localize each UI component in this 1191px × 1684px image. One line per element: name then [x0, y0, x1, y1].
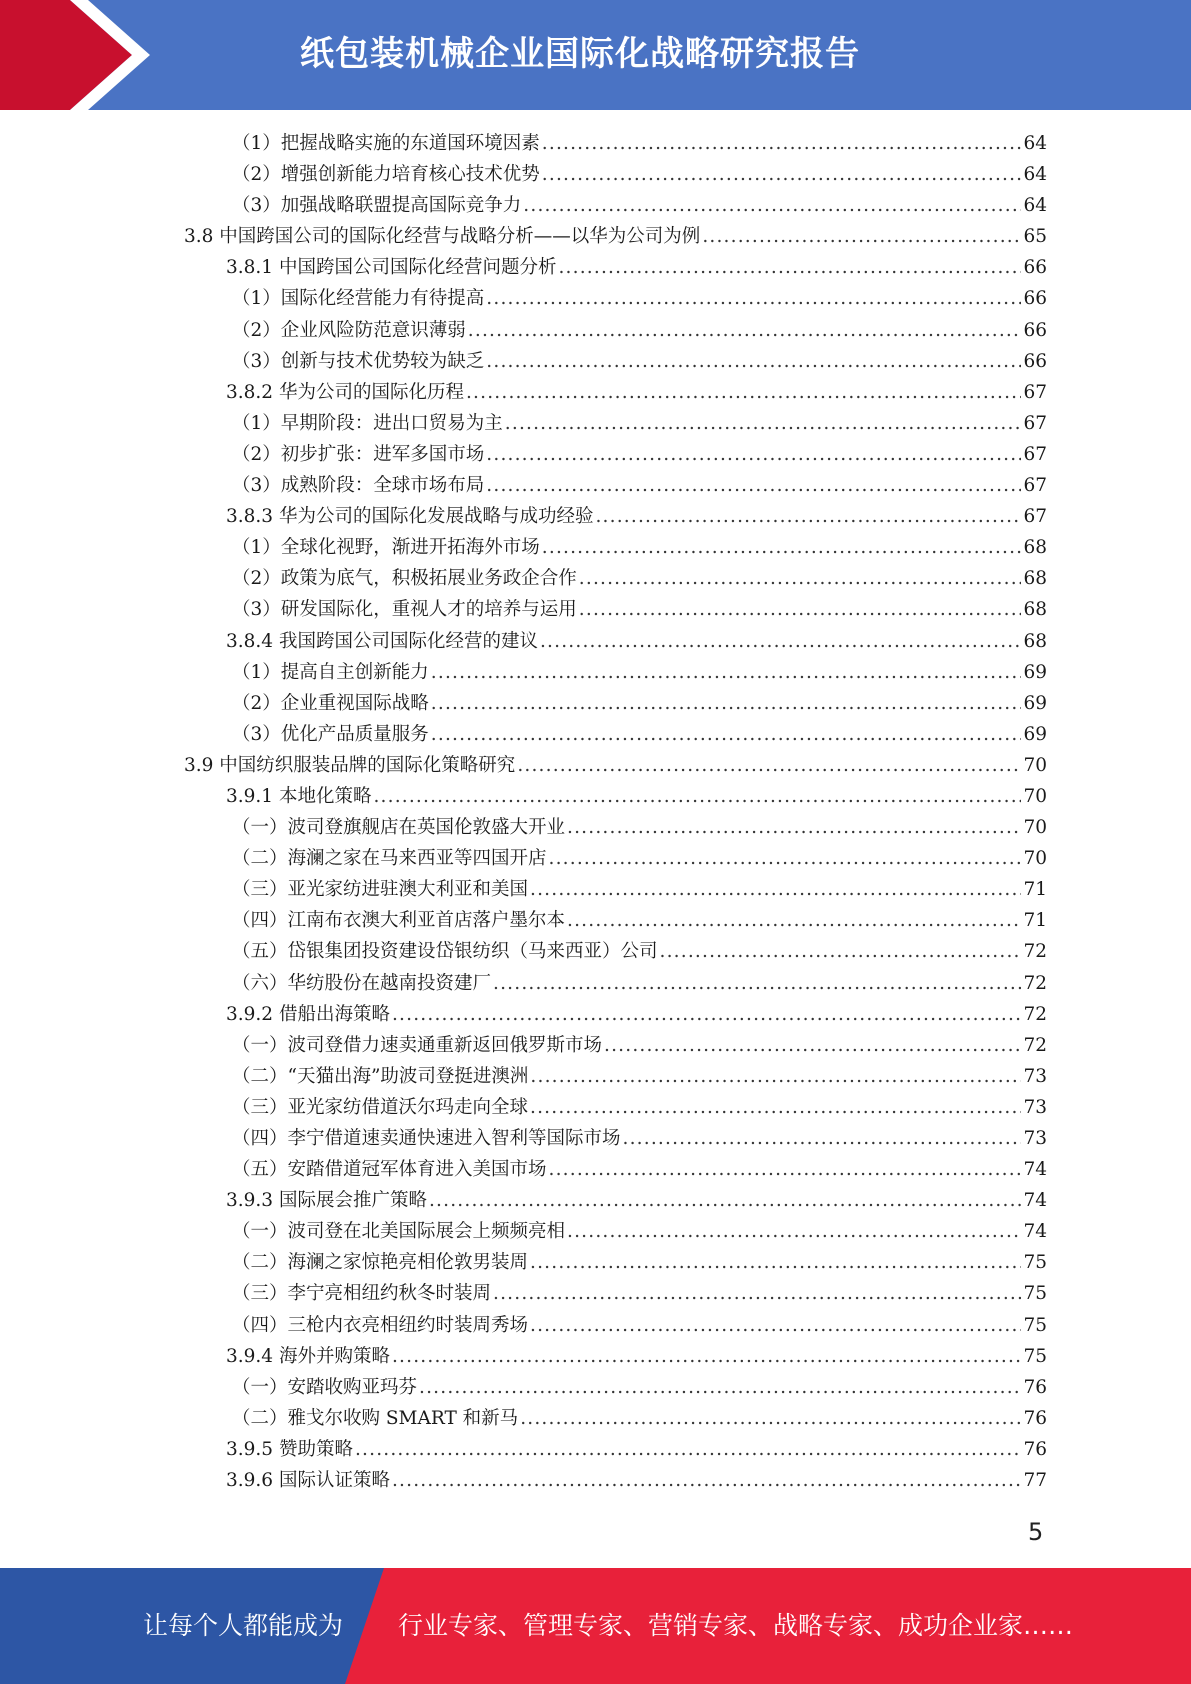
toc-dot-leader [493, 1278, 1021, 1309]
toc-dot-leader [373, 781, 1021, 812]
toc-entry-page: 68 [1023, 599, 1047, 621]
toc-entry[interactable] [0, 439, 1191, 470]
toc-entry-title: （一）波司登借力速卖通重新返回俄罗斯市场 [232, 1034, 603, 1056]
toc-entry-title: （1）把握战略实施的东道国环境因素 [232, 133, 540, 154]
toc-entry-page: 64 [1023, 164, 1047, 186]
toc-dot-leader [660, 936, 1022, 967]
toc-dot-leader [530, 1092, 1021, 1123]
toc-entry[interactable] [0, 1372, 1191, 1403]
toc-entry[interactable] [0, 1092, 1191, 1123]
toc-entry[interactable] [0, 501, 1191, 532]
toc-entry[interactable] [0, 1434, 1191, 1465]
toc-entry[interactable] [0, 781, 1191, 812]
toc-entry-title: （1）提高自主创新能力 [232, 661, 429, 683]
toc-dot-leader [542, 532, 1022, 563]
toc-entry-page: 64 [1023, 133, 1047, 154]
toc-dot-leader [530, 1247, 1021, 1278]
toc-entry[interactable] [0, 1341, 1191, 1372]
toc-dot-leader [540, 626, 1021, 657]
toc-entry-page: 68 [1023, 630, 1047, 652]
toc-entry-title: （2）初步扩张：进军多国市场 [232, 443, 485, 465]
toc-entry[interactable] [0, 812, 1191, 843]
toc-entry[interactable] [0, 719, 1191, 750]
toc-dot-leader [520, 1403, 1021, 1434]
toc-entry-title: （三）亚光家纺借道沃尔玛走向全球 [232, 1096, 529, 1118]
toc-entry-title: （3）优化产品质量服务 [232, 723, 429, 745]
toc-entry-page: 66 [1023, 350, 1047, 372]
toc-entry-page: 75 [1023, 1252, 1047, 1274]
toc-entry-page: 74 [1023, 1190, 1047, 1212]
toc-dot-leader [567, 812, 1021, 843]
toc-entry-title: （2）企业风险防范意识薄弱 [232, 319, 466, 341]
toc-entry-page: 74 [1023, 1159, 1047, 1181]
toc-entry[interactable] [0, 252, 1191, 283]
toc-dot-leader [486, 439, 1021, 470]
toc-dot-leader [493, 968, 1021, 999]
toc-entry[interactable] [0, 532, 1191, 563]
toc-entry-page: 66 [1023, 257, 1047, 279]
toc-entry-page: 70 [1023, 785, 1047, 807]
toc-entry[interactable] [0, 408, 1191, 439]
toc-dot-leader [604, 1030, 1021, 1061]
toc-dot-leader [392, 999, 1021, 1030]
toc-dot-leader [517, 750, 1021, 781]
page-footer [0, 1568, 1191, 1684]
toc-entry-page: 69 [1023, 723, 1047, 745]
page-number: 5 [1028, 1518, 1044, 1546]
toc-dot-leader [530, 1061, 1021, 1092]
toc-entry[interactable] [0, 594, 1191, 625]
toc-entry-page: 67 [1023, 412, 1047, 434]
toc-entry[interactable] [0, 221, 1191, 252]
toc-dot-leader [392, 1341, 1021, 1372]
toc-entry-title: 3.9.3 国际展会推广策略 [226, 1190, 427, 1212]
toc-dot-leader [466, 377, 1021, 408]
toc-entry-page: 76 [1023, 1438, 1047, 1460]
toc-entry-page: 69 [1023, 692, 1047, 714]
toc-entry[interactable] [0, 1465, 1191, 1496]
toc-entry-title: 3.9.2 借船出海策略 [226, 1003, 390, 1025]
toc-entry-title: （一）安踏收购亚玛芬 [232, 1376, 418, 1398]
toc-entry-title: （二）雅戈尔收购 SMART 和新马 [232, 1407, 519, 1429]
toc-entry-title: 3.9.5 赞助策略 [226, 1438, 353, 1460]
toc-dot-leader [486, 283, 1021, 314]
toc-dot-leader [702, 221, 1021, 252]
toc-entry-title: 3.9.6 国际认证策略 [226, 1470, 390, 1492]
toc-dot-leader [429, 1185, 1021, 1216]
toc-entry-title: 3.9.1 本地化策略 [226, 785, 372, 807]
toc-dot-leader [355, 1434, 1022, 1465]
toc-dot-leader [468, 315, 1022, 346]
toc-entry-title: （四）三枪内衣亮相纽约时装周秀场 [232, 1314, 529, 1336]
toc-entry-title: 3.9.4 海外并购策略 [226, 1345, 390, 1367]
toc-entry-title: （3）研发国际化，重视人才的培养与运用 [232, 599, 577, 621]
toc-entry[interactable] [0, 377, 1191, 408]
toc-entry-page: 72 [1023, 941, 1047, 963]
toc-entry-page: 76 [1023, 1376, 1047, 1398]
toc-entry-page: 76 [1023, 1407, 1047, 1429]
toc-entry-page: 70 [1023, 817, 1047, 839]
toc-entry-page: 66 [1023, 288, 1047, 310]
toc-entry-page: 75 [1023, 1283, 1047, 1305]
toc-entry-title: （2）增强创新能力培育核心技术优势 [232, 164, 540, 186]
toc-dot-leader [431, 719, 1022, 750]
toc-entry-title: （2）企业重视国际战略 [232, 692, 429, 714]
toc-entry-page: 72 [1023, 1003, 1047, 1025]
toc-entry[interactable] [0, 190, 1191, 221]
table-of-contents [0, 128, 1191, 1496]
toc-entry-title: （一）波司登旗舰店在英国伦敦盛大开业 [232, 817, 566, 839]
toc-entry-title: 3.8.4 我国跨国公司国际化经营的建议 [226, 630, 538, 652]
toc-entry-title: （二）“天猫出海”助波司登挺进澳洲 [232, 1065, 529, 1087]
toc-entry-title: （1）全球化视野，渐进开拓海外市场 [232, 537, 540, 559]
toc-entry-page: 75 [1023, 1345, 1047, 1367]
toc-dot-leader [486, 346, 1021, 377]
toc-dot-leader [431, 657, 1022, 688]
toc-entry-title: 3.8.1 中国跨国公司国际化经营问题分析 [226, 257, 557, 279]
toc-entry-page: 64 [1023, 195, 1047, 217]
toc-entry-page: 68 [1023, 537, 1047, 559]
toc-entry-page: 71 [1023, 879, 1047, 901]
toc-dot-leader [530, 874, 1021, 905]
toc-dot-leader [579, 594, 1022, 625]
toc-dot-leader [558, 252, 1021, 283]
toc-entry-page: 69 [1023, 661, 1047, 683]
toc-dot-leader [542, 128, 1022, 159]
toc-entry-page: 73 [1023, 1096, 1047, 1118]
toc-entry[interactable] [0, 626, 1191, 657]
toc-entry-title: （三）李宁亮相纽约秋冬时装周 [232, 1283, 492, 1305]
toc-entry-title: （1）国际化经营能力有待提高 [232, 288, 485, 310]
toc-entry-page: 65 [1023, 226, 1047, 248]
toc-entry[interactable] [0, 1310, 1191, 1341]
toc-entry[interactable] [0, 1216, 1191, 1247]
toc-dot-leader [431, 688, 1022, 719]
toc-dot-leader [549, 1154, 1022, 1185]
toc-entry-title: （3）加强战略联盟提高国际竞争力 [232, 195, 522, 217]
toc-entry[interactable] [0, 1185, 1191, 1216]
toc-entry-page: 73 [1023, 1065, 1047, 1087]
toc-entry[interactable] [0, 283, 1191, 314]
toc-entry[interactable] [0, 315, 1191, 346]
toc-entry-page: 72 [1023, 972, 1047, 994]
toc-entry[interactable] [0, 563, 1191, 594]
toc-entry[interactable] [0, 1061, 1191, 1092]
toc-entry-title: 3.8 中国跨国公司的国际化经营与战略分析——以华为公司为例 [184, 226, 701, 248]
toc-entry[interactable] [0, 470, 1191, 501]
toc-entry-title: （1）早期阶段：进出口贸易为主 [232, 412, 503, 434]
toc-entry-page: 72 [1023, 1034, 1047, 1056]
toc-entry-page: 67 [1023, 443, 1047, 465]
toc-entry-page: 70 [1023, 848, 1047, 870]
toc-entry-title: 3.8.2 华为公司的国际化历程 [226, 381, 464, 403]
toc-entry[interactable] [0, 128, 1191, 159]
toc-entry-title: （2）政策为底气，积极拓展业务政企合作 [232, 568, 577, 590]
toc-entry[interactable] [0, 874, 1191, 905]
toc-entry[interactable] [0, 750, 1191, 781]
toc-entry-title: 3.8.3 华为公司的国际化发展战略与成功经验 [226, 506, 594, 528]
toc-dot-leader [530, 1310, 1021, 1341]
toc-dot-leader [542, 159, 1022, 190]
footer-slogan-left: 让每个人都能成为 [143, 1611, 344, 1640]
toc-entry[interactable] [0, 346, 1191, 377]
toc-entry[interactable] [0, 657, 1191, 688]
toc-entry-title: （四）李宁借道速卖通快速进入智利等国际市场 [232, 1128, 621, 1149]
toc-entry[interactable] [0, 1030, 1191, 1061]
toc-entry-title: （六）华纺股份在越南投资建厂 [232, 972, 492, 994]
toc-dot-leader [505, 408, 1022, 439]
toc-dot-leader [523, 190, 1021, 221]
toc-entry[interactable] [0, 936, 1191, 967]
toc-entry-page: 75 [1023, 1314, 1047, 1336]
toc-dot-leader [567, 1216, 1021, 1247]
footer-slogan-right: 行业专家、管理专家、营销专家、战略专家、成功企业家…… [398, 1611, 1074, 1640]
toc-entry-page: 71 [1023, 910, 1047, 932]
toc-entry[interactable] [0, 905, 1191, 936]
toc-entry-page: 67 [1023, 506, 1047, 528]
toc-dot-leader [419, 1372, 1021, 1403]
toc-dot-leader [579, 563, 1022, 594]
toc-entry-page: 77 [1023, 1470, 1047, 1492]
toc-dot-leader [486, 470, 1021, 501]
toc-entry[interactable] [0, 843, 1191, 874]
toc-entry-title: （二）海澜之家惊艳亮相伦敦男装周 [232, 1252, 529, 1274]
toc-entry-title: （二）海澜之家在马来西亚等四国开店 [232, 848, 547, 870]
toc-entry-title: （3）成熟阶段：全球市场布局 [232, 475, 485, 497]
toc-entry-title: 3.9 中国纺织服装品牌的国际化策略研究 [184, 754, 516, 776]
toc-entry-page: 68 [1023, 568, 1047, 590]
toc-entry-title: （四）江南布衣澳大利亚首店落户墨尔本 [232, 910, 566, 932]
toc-entry-title: （五）安踏借道冠军体育进入美国市场 [232, 1159, 547, 1181]
toc-entry-page: 67 [1023, 475, 1047, 497]
toc-entry[interactable] [0, 1278, 1191, 1309]
toc-entry[interactable] [0, 968, 1191, 999]
toc-entry-page: 66 [1023, 319, 1047, 341]
toc-dot-leader [549, 843, 1022, 874]
toc-entry-page: 74 [1023, 1221, 1047, 1243]
toc-entry-page: 67 [1023, 381, 1047, 403]
toc-entry[interactable] [0, 688, 1191, 719]
toc-dot-leader [392, 1465, 1021, 1496]
toc-entry-page: 73 [1023, 1128, 1047, 1149]
page-header [0, 0, 1191, 110]
toc-entry-page: 70 [1023, 754, 1047, 776]
toc-entry-title: （一）波司登在北美国际展会上频频亮相 [232, 1221, 566, 1243]
toc-dot-leader [567, 905, 1021, 936]
toc-dot-leader [623, 1123, 1022, 1154]
toc-entry[interactable] [0, 1247, 1191, 1278]
toc-entry[interactable] [0, 1154, 1191, 1185]
toc-entry-title: （三）亚光家纺进驻澳大利亚和美国 [232, 879, 529, 901]
toc-entry[interactable] [0, 1403, 1191, 1434]
toc-entry[interactable] [0, 159, 1191, 190]
toc-dot-leader [595, 501, 1021, 532]
toc-entry-title: （3）创新与技术优势较为缺乏 [232, 350, 485, 372]
toc-entry-title: （五）岱银集团投资建设岱银纺织（马来西亚）公司 [232, 941, 658, 963]
toc-entry[interactable] [0, 999, 1191, 1030]
toc-entry[interactable] [0, 1123, 1191, 1154]
report-title: 纸包装机械企业国际化战略研究报告 [300, 34, 860, 74]
